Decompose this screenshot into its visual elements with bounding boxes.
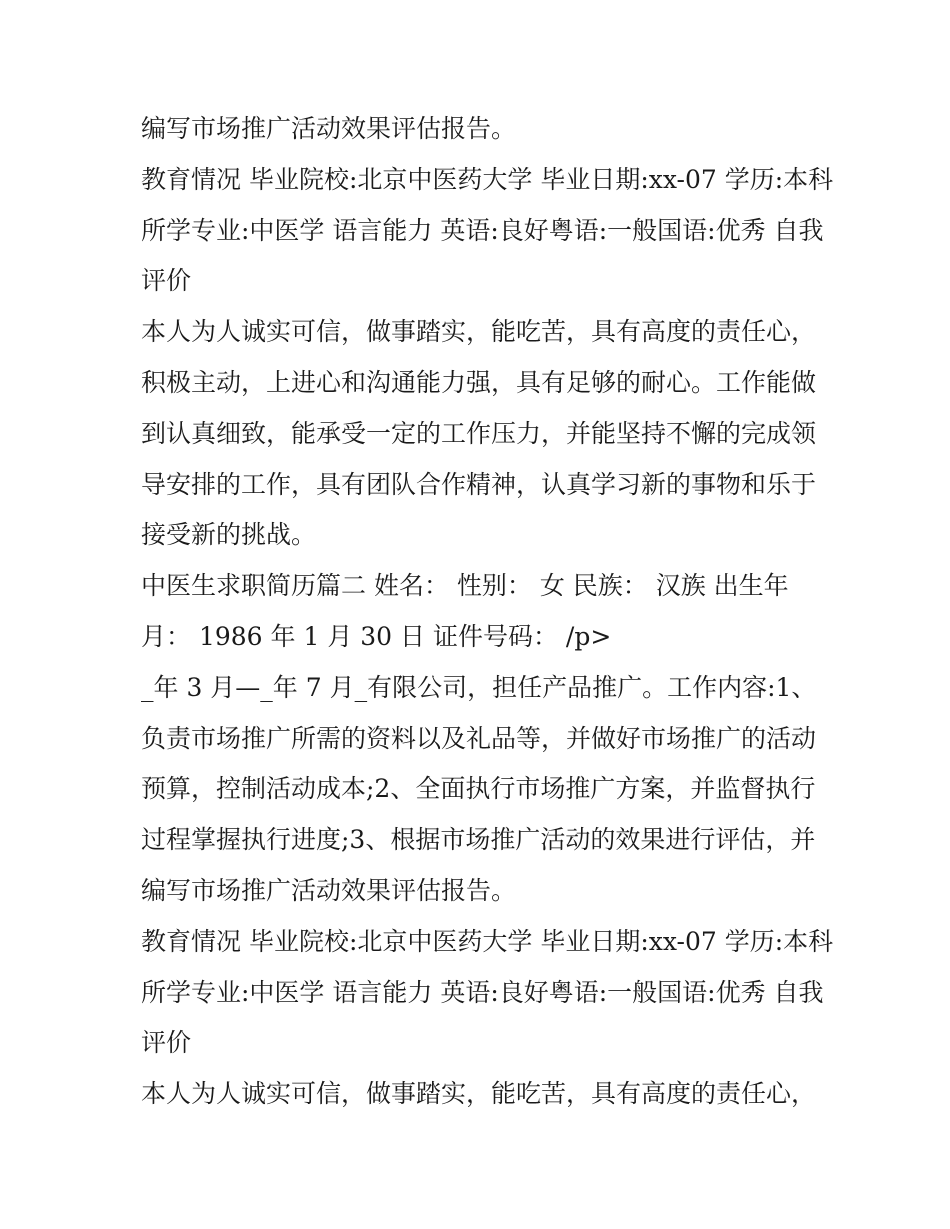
text-line: 中医生求职简历篇二 姓名： 性别： 女 民族： 汉族 出生年 — [141, 571, 789, 601]
text-line: 接受新的挑战。 — [141, 520, 317, 550]
text-line: 教育情况 毕业院校:北京中医药大学 毕业日期:xx-07 学历:本科 — [141, 926, 834, 956]
text-line: 所学专业:中医学 语言能力 英语:良好粤语:一般国语:优秀 自我 — [141, 977, 824, 1007]
text-line: 本人为人诚实可信，做事踏实，能吃苦，具有高度的责任心， — [141, 317, 817, 347]
text-line: _年 3 月—_年 7 月_有限公司，担任产品推广。工作内容:1、 — [141, 672, 817, 702]
text-line: 编写市场推广活动效果评估报告。 — [141, 875, 517, 905]
text-line: 预算，控制活动成本;2、全面执行市场推广方案，并监督执行 — [141, 774, 816, 804]
text-line: 评价 — [141, 266, 192, 296]
text-line: 积极主动，上进心和沟通能力强，具有足够的耐心。工作能做 — [141, 367, 817, 397]
text-line: 编写市场推广活动效果评估报告。 — [141, 114, 517, 143]
text-line: 本人为人诚实可信，做事踏实，能吃苦，具有高度的责任心， — [141, 1079, 817, 1109]
text-line: 教育情况 毕业院校:北京中医药大学 毕业日期:xx-07 学历:本科 — [141, 164, 834, 194]
text-line: 到认真细致，能承受一定的工作压力，并能坚持不懈的完成领 — [141, 418, 817, 448]
text-line: 评价 — [141, 1028, 192, 1058]
text-line: 所学专业:中医学 语言能力 英语:良好粤语:一般国语:优秀 自我 — [141, 215, 824, 245]
text-line: 导安排的工作，具有团队合作精神，认真学习新的事物和乐于 — [141, 469, 817, 499]
text-line: 过程掌握执行进度;3、根据市场推广活动的效果进行评估，并 — [141, 825, 816, 855]
document-body — [141, 104, 834, 1120]
text-line: 负责市场推广所需的资料以及礼品等，并做好市场推广的活动 — [141, 723, 817, 753]
text-line: 月： 1986 年 1 月 30 日 证件号码： /p> — [141, 621, 612, 651]
